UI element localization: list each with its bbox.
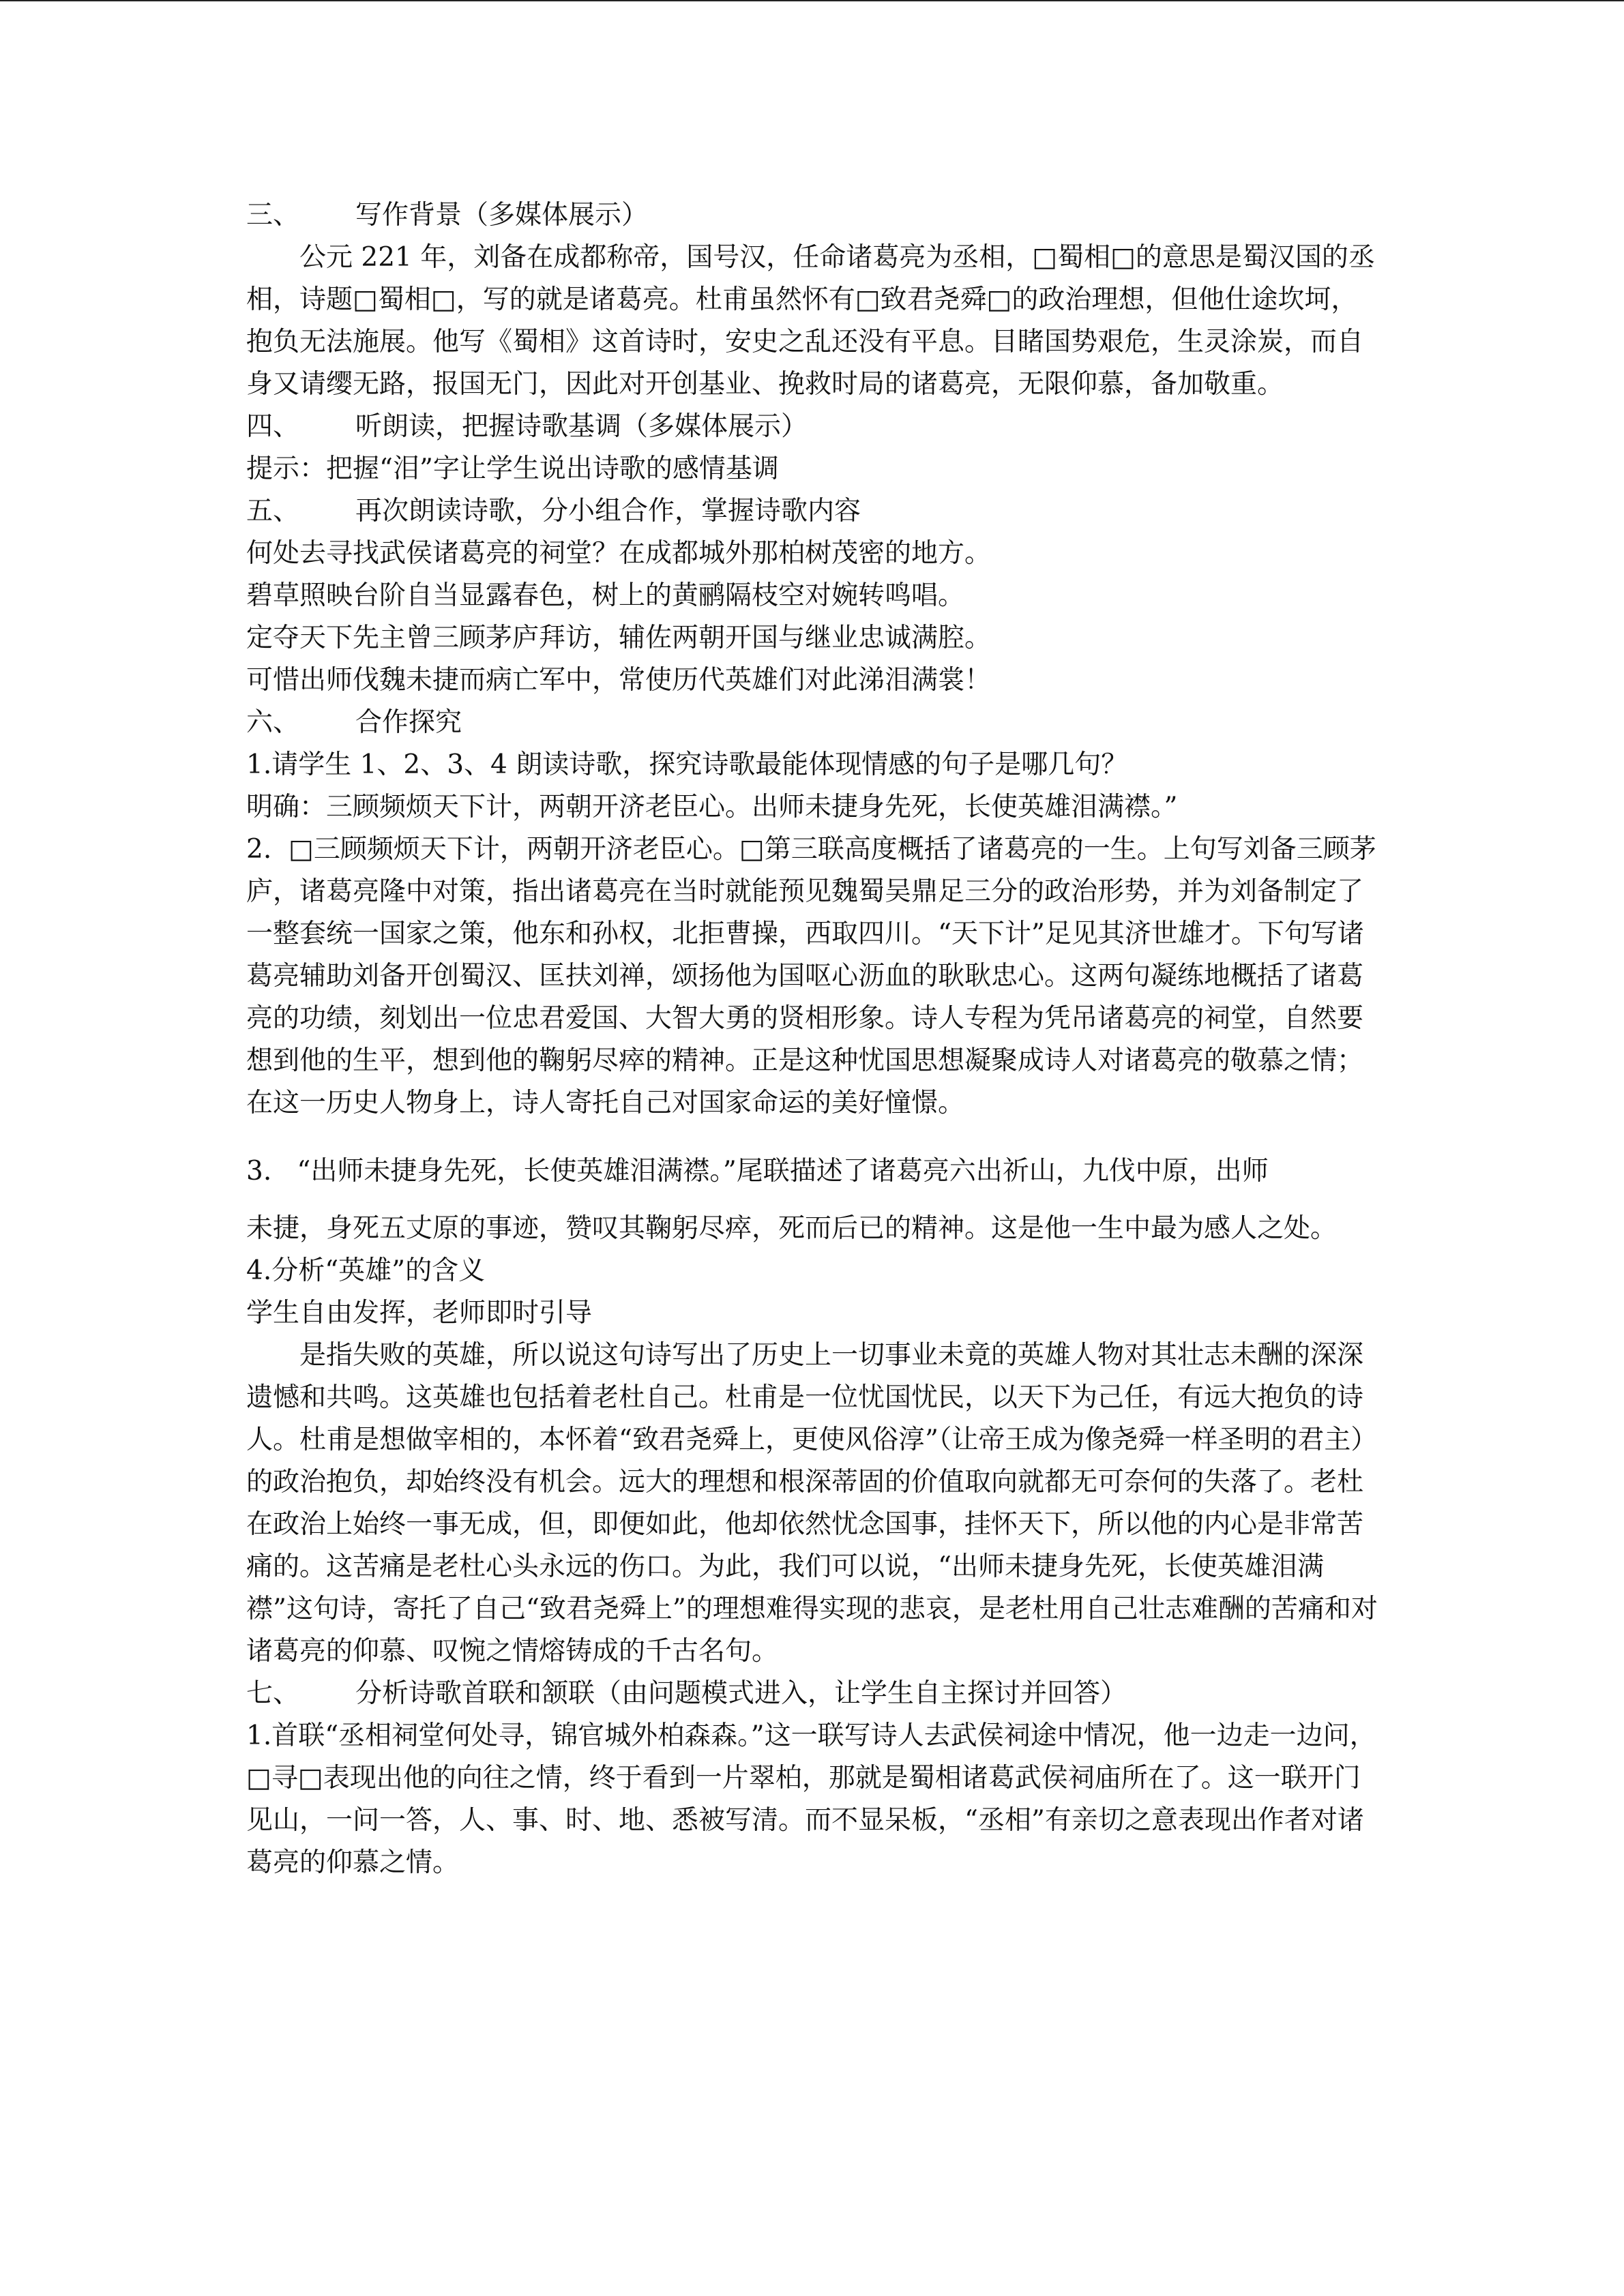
section-heading-4 bbox=[246, 406, 1378, 448]
section-number: 五、 bbox=[246, 496, 300, 526]
answer-1: 明确：三顾频烦天下计，两朝开济老臣心。出师未捷身先死，长使英雄泪满襟。” bbox=[246, 792, 1178, 822]
section-heading-7 bbox=[246, 1673, 1378, 1715]
first-couplet-paragraph: 1.首联“丞相祠堂何处寻，锦官城外柏森森。”这一联写诗人去武侯祠途中情况，他一边走一边问，□寻□表现出他的向往之情，终于看到一片翠柏，那就是蜀相诸葛武侯祠庙所在了。这一联开门见山，一问一答，人、事、时、地、悉被写清。而不显呆板，“丞相”有亲切之意表现出作者对诸葛亮的仰慕之情。 bbox=[246, 1720, 1376, 1878]
section-title: 合作探究 bbox=[355, 707, 462, 738]
tip-line: 提示：把握“泪”字让学生说出诗歌的感情基调 bbox=[246, 453, 779, 484]
question-1: 1.请学生 1、2、3、4 朗读诗歌，探究诗歌最能体现情感的句子是哪几句？ bbox=[246, 749, 1128, 780]
section-number: 七、 bbox=[246, 1678, 300, 1709]
section-number: 三、 bbox=[246, 200, 300, 230]
section-heading-3 bbox=[246, 194, 1378, 237]
translation-line: 可惜出师伐魏未捷而病亡军中，常使历代英雄们对此涕泪满裳！ bbox=[246, 665, 992, 696]
analysis-paragraph-3-line-1: 3. “出师未捷身先死，长使英雄泪满襟。”尾联描述了诸葛亮六出祈山，九伐中原，出师 bbox=[246, 1156, 1269, 1187]
translation-line: 碧草照映台阶自当显露春色，树上的黄鹂隔枝空对婉转鸣唱。 bbox=[246, 580, 965, 611]
section-number: 六、 bbox=[246, 707, 300, 738]
analysis-paragraph-2: 2. □三顾频烦天下计，两朝开济老臣心。□第三联高度概括了诸葛亮的一生。上句写刘备三顾茅庐，诸葛亮隆中对策，指出诸葛亮在当时就能预见魏蜀吴鼎足三分的政治形势，并为刘备制定了一整套统一国家之策，他东和孙权，北拒曹操，西取四川。“天下计”足见其济世雄才。下句写诸葛亮辅助刘备开创蜀汉、匡扶刘禅，颂扬他为国呕心沥血的耿耿忠心。这两句凝练地概括了诸葛亮的功绩，刻划出一位忠君爱国、大智大勇的贤相形象。诗人专程为凭吊诸葛亮的祠堂，自然要想到他的生平，想到他的鞠躬尽瘁的精神。正是这种忧国思想凝聚成诗人对诸葛亮的敬慕之情；在这一历史人物身上，诗人寄托自己对国家命运的美好憧憬。 bbox=[246, 834, 1376, 1118]
question-4: 4.分析“英雄”的含义 bbox=[246, 1255, 486, 1286]
background-paragraph: 公元 221 年，刘备在成都称帝，国号汉，任命诸葛亮为丞相，□蜀相□的意思是蜀汉国的丞相，诗题□蜀相□，写的就是诸葛亮。杜甫虽然怀有□致君尧舜□的政治理想，但他仕途坎坷，抱负无法施展。他写《蜀相》这首诗时，安史之乱还没有平息。目睹国势艰危，生灵涂炭，而自身又请缨无路，报国无门，因此对开创基业、挽救时局的诸葛亮，无限仰慕，备加敬重。 bbox=[246, 242, 1375, 400]
section-title: 分析诗歌首联和颔联（由问题模式进入，让学生自主探讨并回答） bbox=[355, 1678, 1127, 1709]
document-page bbox=[246, 194, 1378, 1884]
section-heading-6 bbox=[246, 702, 1378, 744]
section-title: 写作背景（多媒体展示） bbox=[355, 200, 649, 230]
analysis-paragraph-3-line-2: 未捷，身死五丈原的事迹，赞叹其鞠躬尽瘁，死而后已的精神。这是他一生中最为感人之处。 bbox=[246, 1213, 1338, 1244]
section-title: 再次朗读诗歌，分小组合作，掌握诗歌内容 bbox=[355, 496, 861, 526]
hero-paragraph: 是指失败的英雄，所以说这句诗写出了历史上一切事业未竟的英雄人物对其壮志未酬的深深遗憾和共鸣。这英雄也包括着老杜自己。杜甫是一位忧国忧民，以天下为己任，有远大抱负的诗人。杜甫是想做宰相的，本怀着“致君尧舜上，更使风俗淳”（让帝王成为像尧舜一样圣明的君主）的政治抱负，却始终没有机会。远大的理想和根深蒂固的价值取向就都无可奈何的失落了。老杜在政治上始终一事无成，但，即便如此，他却依然忧念国事，挂怀天下，所以他的内心是非常苦痛的。这苦痛是老杜心头永远的伤口。为此，我们可以说，“出师未捷身先死，长使英雄泪满襟”这句诗，寄托了自己“致君尧舜上”的理想难得实现的悲哀，是老杜用自己壮志难酬的苦痛和对诸葛亮的仰慕、叹惋之情熔铸成的千古名句。 bbox=[246, 1340, 1378, 1667]
translation-line: 何处去寻找武侯诸葛亮的祠堂？在成都城外那柏树茂密的地方。 bbox=[246, 538, 992, 569]
translation-line: 定夺天下先主曾三顾茅庐拜访，辅佐两朝开国与继业忠诚满腔。 bbox=[246, 623, 992, 653]
section-heading-5 bbox=[246, 490, 1378, 533]
section-title: 听朗读，把握诗歌基调（多媒体展示） bbox=[355, 411, 808, 442]
section-number: 四、 bbox=[246, 411, 300, 442]
top-border-line bbox=[0, 0, 1624, 1]
student-guidance-line: 学生自由发挥，老师即时引导 bbox=[246, 1298, 593, 1328]
